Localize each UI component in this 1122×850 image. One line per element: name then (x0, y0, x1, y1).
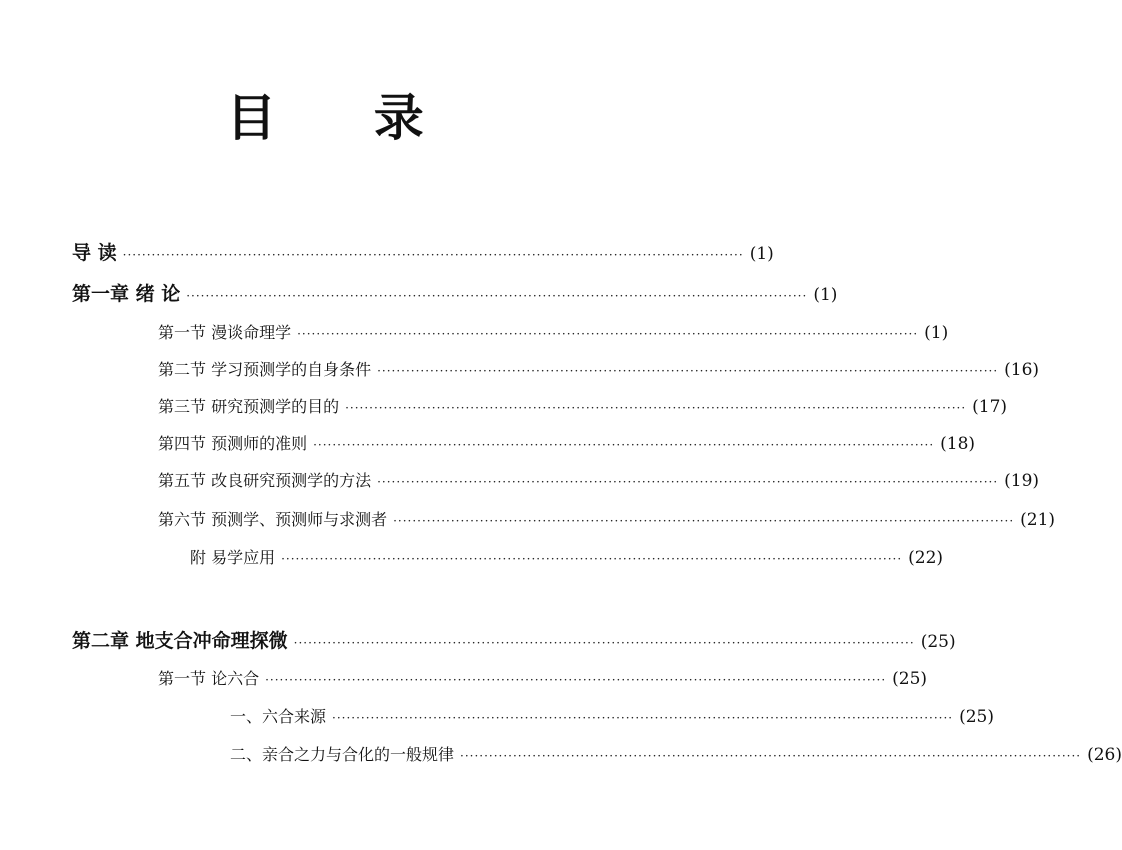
dot-leader: ································································································································· (460, 749, 1082, 763)
toc-entry-label: 第五节 改良研究预测学的方法 (158, 471, 372, 490)
dot-leader: ································································································································· (293, 636, 915, 650)
dot-leader: ································································································································· (332, 711, 954, 725)
toc-entry-label: 二、亲合之力与合化的一般规律 (230, 745, 455, 764)
dot-leader: ································································································································· (377, 475, 999, 489)
toc-entry-chapter-2 (72, 626, 956, 653)
toc-page-number: (25) (920, 632, 956, 652)
toc-page-number: (22) (908, 548, 944, 568)
toc-entry-label: 第二章 地支合冲命理探微 (72, 630, 288, 652)
toc-entry-subsection (230, 704, 994, 727)
toc-page-number: (19) (1004, 471, 1040, 491)
toc-entry-label: 第一章 绪 论 (72, 283, 181, 305)
toc-entry-section (158, 357, 1040, 380)
toc-entry-label: 第三节 研究预测学的目的 (158, 397, 340, 416)
toc-entry-chapter-1 (72, 279, 838, 306)
toc-entry-section (158, 394, 1008, 417)
dot-leader: ································································································································· (122, 248, 744, 262)
toc-page-number: (16) (1004, 360, 1040, 380)
toc-entry-label: 第二节 学习预测学的自身条件 (158, 360, 372, 379)
toc-page-number: (26) (1087, 745, 1122, 765)
toc-entry-section (158, 431, 976, 454)
dot-leader: ································································································································· (186, 289, 808, 303)
toc-entry-label: 一、六合来源 (230, 707, 327, 726)
toc-entry-label: 第六节 预测学、预测师与求测者 (158, 510, 388, 529)
toc-page-number: (1) (813, 285, 838, 305)
toc-entry-label: 导 读 (72, 242, 117, 264)
toc-page-number: (1) (749, 244, 774, 264)
toc-page-number: (25) (892, 669, 928, 689)
dot-leader: ································································································································· (297, 327, 919, 341)
toc-entry-subsection (230, 742, 1122, 765)
dot-leader: ································································································································· (265, 673, 887, 687)
toc-entry-section (158, 507, 1056, 530)
toc-entry-label: 附 易学应用 (190, 548, 276, 567)
toc-entry-label: 第四节 预测师的准则 (158, 434, 308, 453)
toc-entry-label: 第一节 论六合 (158, 669, 260, 688)
dot-leader: ································································································································· (377, 364, 999, 378)
page-title: 目 录 (226, 89, 464, 147)
toc-page-number: (25) (959, 707, 994, 727)
toc-entry-daodu (72, 238, 774, 265)
toc-page-number: (18) (940, 434, 976, 454)
dot-leader: ································································································································· (393, 514, 1015, 528)
toc-entry-section (158, 320, 949, 343)
toc-entry-section (158, 666, 928, 689)
toc-entry-section (158, 468, 1040, 491)
dot-leader: ································································································································· (345, 401, 967, 415)
toc-page-number: (17) (972, 397, 1008, 417)
dot-leader: ································································································································· (281, 552, 903, 566)
toc-entry-label: 第一节 漫谈命理学 (158, 323, 292, 342)
toc-page-number: (1) (924, 323, 949, 343)
dot-leader: ································································································································· (313, 438, 935, 452)
toc-entry-appendix (190, 545, 944, 568)
toc-page-number: (21) (1020, 510, 1056, 530)
